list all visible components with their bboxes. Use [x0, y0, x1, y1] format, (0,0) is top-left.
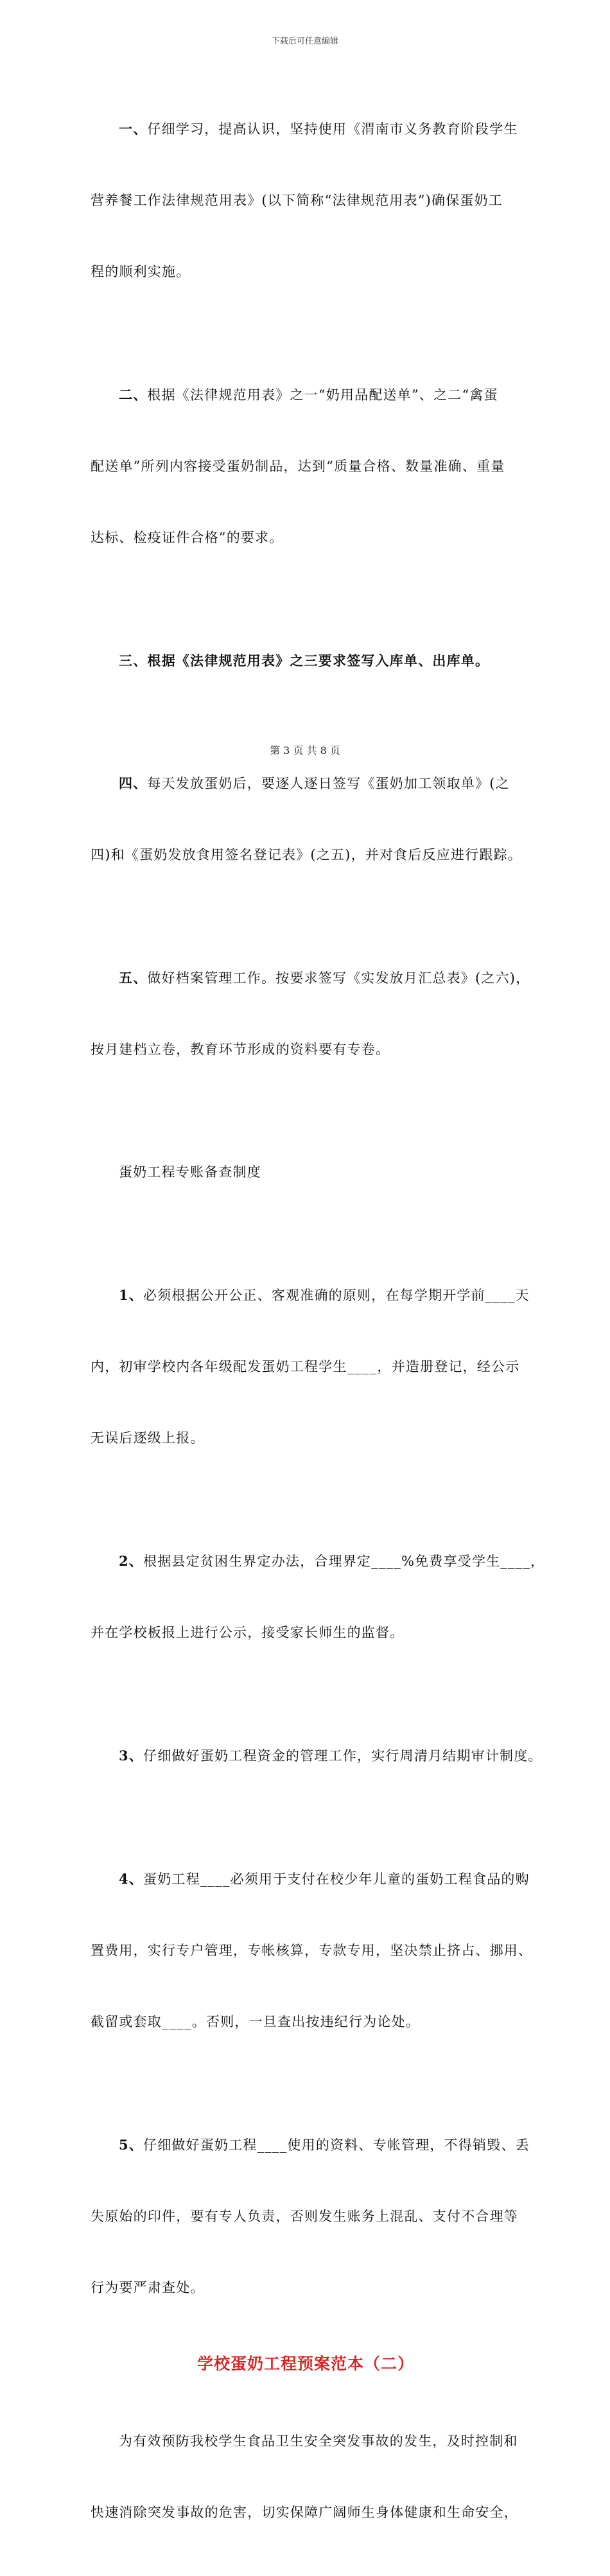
paragraph-line: 仔细做好蛋奶工程资金的管理工作，实行周清月结期审计制度。 — [143, 1748, 543, 1764]
page-number: 第 3 页 共 8 页 — [270, 744, 340, 757]
paragraph-line: 根据《法律规范用表》之一“奶用品配送单”、之二“禽蛋 — [147, 387, 498, 403]
paragraph-item-2 — [91, 1502, 545, 1692]
paragraph-line: 仔细学习，提高认识，坚持使用《渭南市义务教育阶段学生 — [147, 121, 518, 137]
paragraph-line: 按月建档立卷，教育环节形成的资料要有专卷。 — [91, 1042, 390, 1057]
paragraph-line: 为有效预防我校学生食品卫生安全突发事故的发生，及时控制和 — [119, 2433, 518, 2449]
paragraph-line: 做好档案管理工作。按要求签写《实发放月汇总表》(之六)， — [147, 970, 530, 986]
paragraph-lead: 一、 — [119, 121, 148, 137]
paragraph-line: 必须根据公开公正、客观准确的原则，在每学期开学前____天 — [143, 1288, 530, 1303]
header-note: 下载后可任意编辑 — [271, 37, 338, 46]
paragraph-line: 内，初审学校内各年级配发蛋奶工程学生____，并造册登记，经公示 — [91, 1359, 520, 1374]
paragraph-line: 行为要严肃查处。 — [91, 2280, 205, 2295]
paragraph-lead: 四、 — [119, 775, 148, 791]
paragraph-line: 快速消除突发事故的危害，切实保障广阔师生身体健康和生命安全， — [91, 2505, 518, 2520]
paragraph-line: 根据《法律规范用表》之三要求签写入库单、出库单。 — [147, 653, 490, 669]
paragraph-line: 营养餐工作法律规范用表》(以下简称“法律规范用表”)确保蛋奶工 — [91, 193, 503, 208]
paragraph-line: 程的顺利实施。 — [91, 264, 191, 279]
paragraph-item-1 — [91, 1236, 530, 1498]
paragraph-2 — [91, 335, 521, 597]
paragraph-line: 配送单”所列内容接受蛋奶制品，达到“质量合格、数量准确、重量 — [91, 459, 505, 474]
paragraph-lead: 3、 — [119, 1748, 144, 1764]
paragraph-line: 截留或套取____。否则，一旦查出按违纪行为论处。 — [91, 2014, 420, 2029]
paragraph-lead: 5、 — [119, 2137, 144, 2153]
paragraph-line: 并在学校板报上进行公示，接受家长师生的监督。 — [91, 1625, 405, 1640]
paragraph-lead: 五、 — [119, 970, 148, 986]
paragraph-line: 根据县定贫困生界定办法，合理界定____%免费享受学生____， — [143, 1554, 545, 1569]
section-title: 学校蛋奶工程预案范本（二） — [196, 2354, 414, 2373]
paragraph-item-4 — [91, 1819, 533, 2081]
document-body — [91, 69, 545, 2576]
paragraph-1 — [91, 69, 521, 331]
paragraph-item-5 — [91, 2085, 530, 2347]
subheading-ledger-system — [91, 1113, 521, 1232]
paragraph-line: 无误后逐级上报。 — [91, 1430, 205, 1446]
section2-paragraph — [91, 2382, 521, 2572]
paragraph-5 — [91, 918, 530, 1109]
paragraph-line: 失原始的印件，要有专人负责，否则发生账务上混乱、支付不合理等 — [91, 2209, 518, 2224]
paragraph-line: 仔细做好蛋奶工程____使用的资料、专帐管理，不得销毁、丢 — [143, 2137, 530, 2153]
paragraph-item-3 — [91, 1696, 543, 1816]
paragraph-line: 置费用，实行专户管理，专帐核算，专款专用，坚决禁止挤占、挪用、 — [91, 1943, 533, 1958]
paragraph-line: 达标、检疫证件合格”的要求。 — [91, 530, 284, 545]
paragraph-lead: 二、 — [119, 387, 148, 403]
paragraph-lead: 4、 — [119, 1871, 144, 1887]
subheading-text: 蛋奶工程专账备查制度 — [119, 1164, 261, 1180]
paragraph-line: 每天发放蛋奶后，要逐人逐日签写《蛋奶加工领取单》(之 — [147, 776, 510, 791]
paragraph-lead: 2、 — [119, 1553, 144, 1569]
paragraph-lead: 1、 — [119, 1287, 144, 1303]
paragraph-line: 四)和《蛋奶发放食用签名登记表》(之五)，并对食后反应进行跟踪。 — [91, 847, 522, 863]
paragraph-3 — [91, 601, 521, 720]
paragraph-lead: 三、 — [119, 653, 148, 669]
paragraph-line: 蛋奶工程____必须用于支付在校少年儿童的蛋奶工程食品的购 — [143, 1871, 530, 1887]
